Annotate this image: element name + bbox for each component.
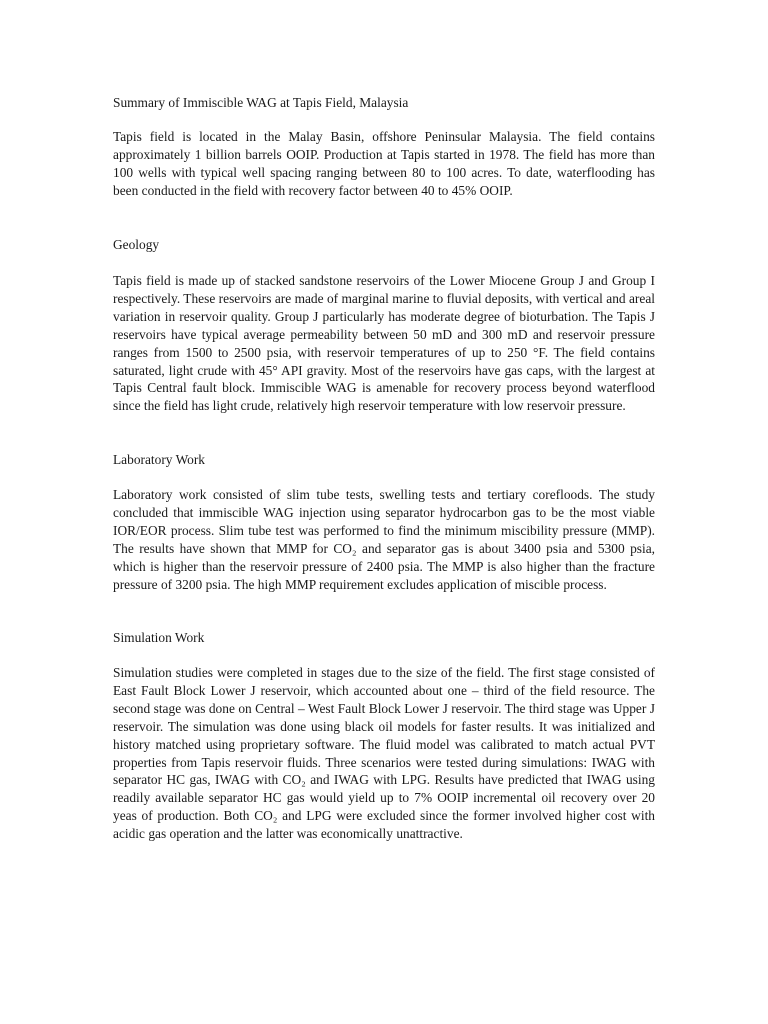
intro-paragraph: Tapis field is located in the Malay Basin, offshore Peninsular Malaysia. The field contains approximately 1 billion barrels OOIP. Production at Tapis started in 1978. The field has more than 100 wells with typical well spacing ranging between 80 to 100 acres. To date, waterflooding has been conducted in the field with recovery factor between 40 to 45% OOIP. bbox=[113, 129, 655, 198]
section-heading-geology: Geology bbox=[113, 237, 160, 252]
section-body-laboratory-work: Laboratory work consisted of slim tube tests, swelling tests and tertiary corefloods. The study concluded that immiscible WAG injection using separator hydrocarbon gas to be the most viable IOR/EOR process. Slim tube test was performed to find the minimum miscibility pressure (MMP). The results have shown that MMP for CO₂ and separator gas is about 3400 psia and 5300 psia, which is higher than the reservoir pressure of 2400 psia. The MMP is also higher than the fracture pressure of 3200 psia. The high MMP requirement excludes application of miscible process. bbox=[113, 487, 655, 592]
document-title: Summary of Immiscible WAG at Tapis Field, Malaysia bbox=[113, 95, 409, 110]
section-heading-laboratory-work: Laboratory Work bbox=[113, 452, 206, 467]
section-body-simulation-work: Simulation studies were completed in stages due to the size of the field. The first stage consisted of East Fault Block Lower J reservoir, which accounted about one – third of the field resource. The second stage was done on Central – West Fault Block Lower J reservoir. The third stage was Upper J reservoir. The simulation was done using black oil models for faster results. It was initialized and history matched using proprietary software. The fluid model was calibrated to match actual PVT properties from Tapis reservoir fluids. Three scenarios were tested during simulations: IWAG with separator HC gas, IWAG with CO₂ and IWAG with LPG. Results have predicted that IWAG using readily available separator HC gas would yield up to 7% OOIP incremental oil recovery over 20 yeas of production. Both CO₂ and LPG were excluded since the former involved higher cost with acidic gas operation and the latter was economically unattractive. bbox=[113, 665, 655, 842]
section-heading-simulation-work: Simulation Work bbox=[113, 630, 205, 645]
section-body-geology: Tapis field is made up of stacked sandstone reservoirs of the Lower Miocene Group J and Group I respectively. These reservoirs are made of marginal marine to fluvial deposits, with vertical and areal variation in reservoir quality. Group J particularly has moderate degree of bioturbation. The Tapis J reservoirs have typical average permeability between 50 mD and 300 mD and reservoir pressure ranges from 1500 to 2500 psia, with reservoir temperatures of up to 250 °F. The field contains saturated, light crude with 45° API gravity. Most of the reservoirs have gas caps, with the largest at Tapis Central fault block. Immiscible WAG is amenable for recovery process beyond waterflood since the field has light crude, relatively high reservoir temperature with low reservoir pressure. bbox=[113, 273, 655, 414]
